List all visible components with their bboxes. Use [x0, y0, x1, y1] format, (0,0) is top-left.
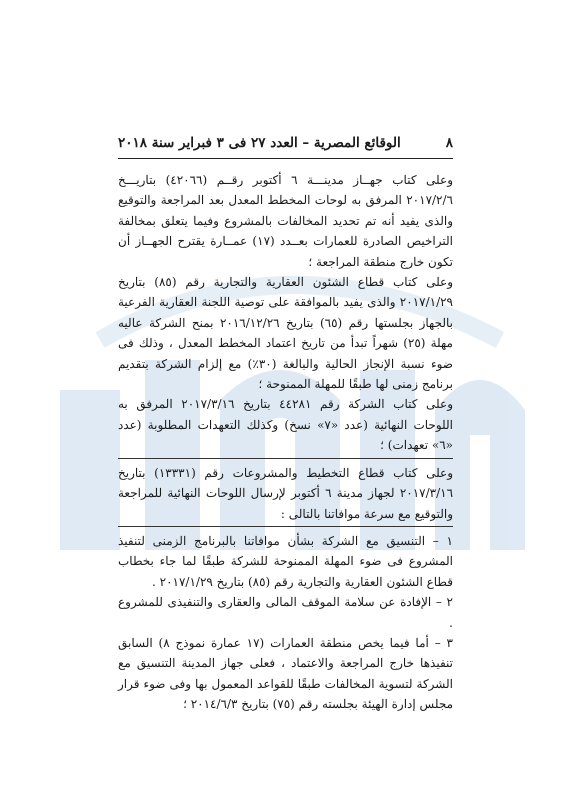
- paragraph: وعلى كتاب الشركة رقم ٤٤٢٨١ بتاريخ ٢٠١٧/٣/١٦ المرفق به اللوحات النهائية (عدد «٧» نسخ) وكذلك التعهدات المطلوبة (عدد «٦» تعهدات) ؛: [118, 397, 454, 453]
- paragraph: وعلى كتاب قطاع الشئون العقارية والتجارية رقم (٨٥) بتاريخ ٢٠١٧/١/٢٩ والذى يفيد بالموافقة على توصية اللجنة العقارية الفرعية بالجهاز بجلستها رقم (٦٥) بتاريخ ٢٠١٦/١٢/٢٦ بمنح الشركة عاليه مهلة (٢٥) شهراً تبدأ من تاريخ اعتماد المخطط المعدل ، وذلك فى ضوء نسبة الإنجاز الحالية والبالغة (٣٠٪) مع إلزام الشركة بتقديم برنامج زمنى لها طبقًا للمهلة الممنوحة ؛: [118, 275, 454, 392]
- section-divider: [118, 526, 453, 527]
- section-divider: [118, 458, 453, 459]
- list-item: ٣ – أما فيما يخص منطقة العمارات (١٧ عمارة نموذج ٨) السابق تنفيذها خارج المراجعة والاعتماد ، فعلى جهاز المدينة التنسيق مع الشركة لتسوية المخالفات طبقًا للقواعد المعمول بها وفى ضوء قرار مجلس إدارة الهيئة بجلسته رقم (٧٥) بتاريخ ٢٠١٤/٦/٣ ؛: [118, 635, 453, 712]
- document-body: [118, 170, 453, 715]
- page-header: [118, 132, 453, 154]
- header-divider: [118, 158, 453, 159]
- paragraph: وعلى كتاب جهــاز مدينـــة ٦ أكتوبر رقــم (٤٢٠٦٦) بتاريـــخ ٢٠١٧/٢/٦ المرفق به لوحات المخطط المعدل بعد المراجعة والتوقيع والذى يفيد أنه تم تحديد المخالفات بالمشروع وفيما يتعلق بمخالفة التراخيص الصادرة للعمارات بعــدد (١٧) عمــارة يقترح الجهــاز أن تكون خارج منطقة المراجعة ؛: [118, 173, 453, 269]
- list-item: ١ – التنسيق مع الشركة بشأن موافاتنا بالبرنامج الزمنى لتنفيذ المشروع فى ضوء المهلة الممنوحة للشركة طبقًا لما جاء بخطاب قطاع الشئون العقارية والتجارية رقم (٨٥) بتاريخ ٢٠١٧/١/٢٩ .: [118, 533, 453, 589]
- list-item: ٢ – الإفادة عن سلامة الموقف المالى والعقارى والتنفيذى للمشروع .: [118, 595, 453, 630]
- paragraph: وعلى كتاب قطاع التخطيط والمشروعات رقم (١٣٣٣١) بتاريخ ٢٠١٧/٣/١٦ لجهاز مدينة ٦ أكتوبر لإرسال اللوحات النهائية للمراجعة والتوقيع مع سرعة موافاتنا بالتالى :: [118, 465, 454, 521]
- gazette-title: الوقائع المصرية – العدد ٢٧ فى ٣ فبراير سنة ٢٠١٨: [118, 135, 401, 151]
- page-number: ٨: [445, 135, 453, 151]
